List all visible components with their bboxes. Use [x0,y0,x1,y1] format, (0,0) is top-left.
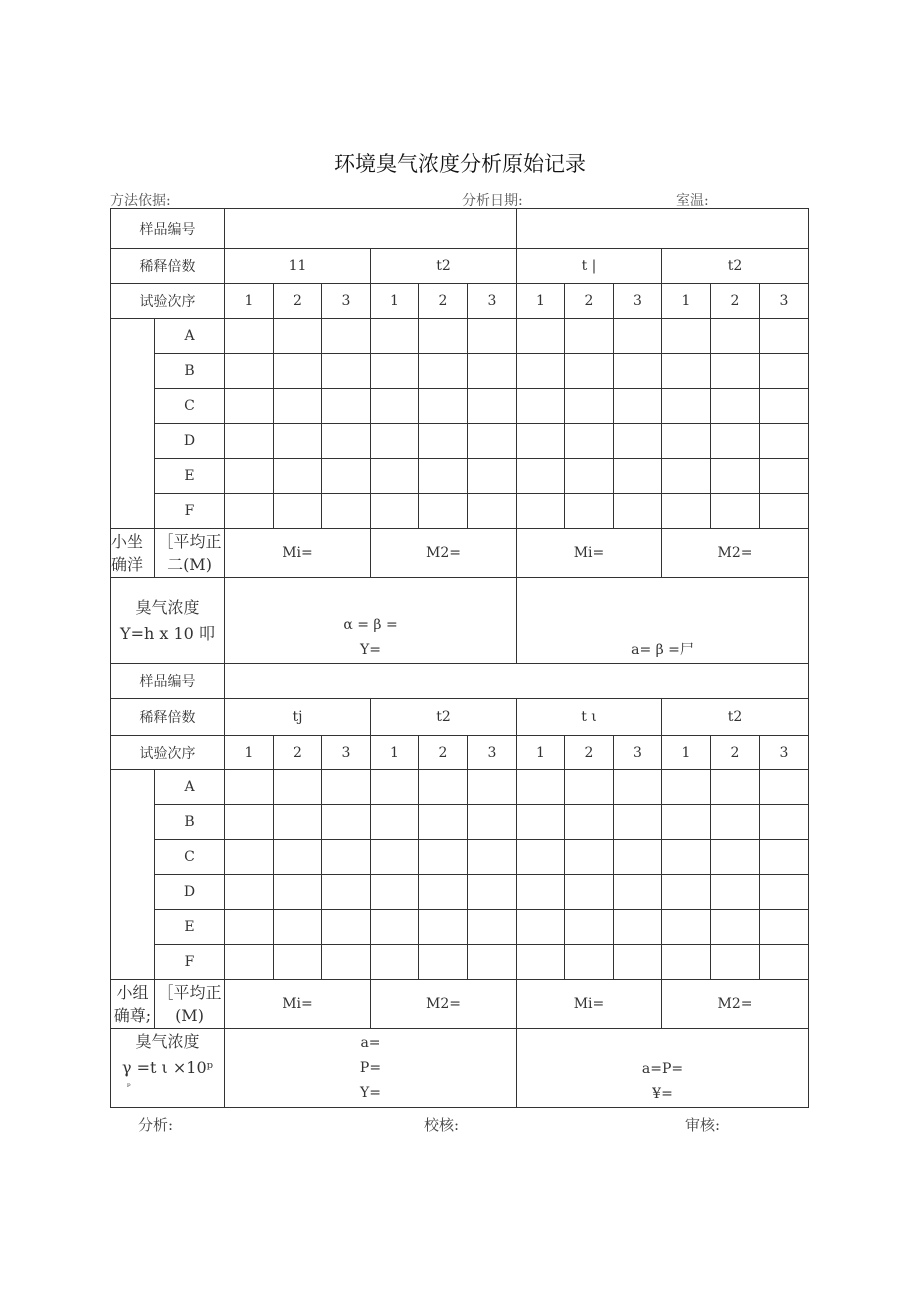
data-cell[interactable] [371,910,419,945]
trial-number: 2 [711,736,760,770]
avg-label-line: ［平均正 [157,532,222,551]
odor-conc-line: 臭气浓度 [135,1032,200,1051]
page-title: 环境臭气浓度分析原始记录 [334,152,586,176]
data-cell[interactable] [468,945,517,980]
data-cell[interactable] [225,840,274,875]
row-label: B [155,805,225,840]
trial-number: 3 [468,284,517,319]
data-cell[interactable] [760,459,809,494]
trial-number: 1 [225,736,274,770]
row-label: F [155,494,225,529]
data-cell[interactable] [517,389,565,424]
data-cell[interactable] [274,770,322,805]
odor-conc-formula: Y=h x 10 叩 [120,623,215,643]
data-cell[interactable] [468,319,517,354]
data-cell[interactable] [517,770,565,805]
dilution-value: t2 [662,699,809,736]
data-cell[interactable] [322,770,371,805]
data-cell[interactable] [614,319,662,354]
data-cell[interactable] [419,494,468,529]
data-cell[interactable] [419,910,468,945]
odor-conc-label [111,578,225,664]
data-cell[interactable] [614,910,662,945]
data-cell[interactable] [322,354,371,389]
odor-conc-right[interactable] [517,1029,809,1108]
odor-conc-left[interactable] [225,578,517,664]
calc-label [111,529,155,578]
data-cell[interactable] [565,875,614,910]
a-left: a= [360,1034,381,1051]
dilution-value: t ι [517,699,662,736]
trial-number: 2 [565,284,614,319]
data-cell[interactable] [517,424,565,459]
data-cell[interactable] [517,910,565,945]
trial-number: 2 [274,736,322,770]
row-label: E [155,459,225,494]
dilution-value: t2 [371,699,517,736]
trial-order-label: 试验次序 [111,284,225,319]
data-cell[interactable] [760,389,809,424]
data-cell[interactable] [225,945,274,980]
data-cell[interactable] [419,770,468,805]
row-label: C [155,840,225,875]
m-value[interactable]: Mi= [517,980,662,1029]
data-cell[interactable] [565,319,614,354]
data-cell[interactable] [662,354,711,389]
data-cell[interactable] [225,319,274,354]
data-cell[interactable] [225,389,274,424]
data-cell[interactable] [760,354,809,389]
data-cell[interactable] [419,840,468,875]
trial-number: 3 [614,284,662,319]
data-cell[interactable] [662,319,711,354]
data-cell[interactable] [614,459,662,494]
odor-conc-sub: ᵖ [127,1082,131,1092]
data-cell[interactable] [371,424,419,459]
data-cell[interactable] [322,805,371,840]
trial-number: 2 [274,284,322,319]
record-table [110,208,809,1108]
room-temp-label: 室温: [676,193,709,209]
data-cell[interactable] [468,494,517,529]
data-cell[interactable] [760,875,809,910]
m-value[interactable]: Mi= [225,529,371,578]
data-cell[interactable] [419,945,468,980]
data-cell[interactable] [711,424,760,459]
data-cell[interactable] [225,424,274,459]
sample-id-cell[interactable] [517,209,809,249]
analyst-label: 分析: [138,1116,174,1134]
data-cell[interactable] [711,459,760,494]
dilution-value: t | [517,249,662,284]
data-cell[interactable] [274,319,322,354]
data-cell[interactable] [371,875,419,910]
data-cell[interactable] [565,494,614,529]
y-left: Y= [360,642,381,658]
avg-label-line: ［平均正 [157,983,222,1002]
data-cell[interactable] [468,354,517,389]
trial-order-label: 试验次序 [111,736,225,770]
row-label: A [155,770,225,805]
data-cell[interactable] [468,770,517,805]
data-cell[interactable] [322,910,371,945]
data-cell[interactable] [662,805,711,840]
dilution-value: t2 [662,249,809,284]
m-value[interactable]: M2= [371,529,517,578]
row-label: D [155,875,225,910]
data-cell[interactable] [614,805,662,840]
data-cell[interactable] [371,494,419,529]
sample-id-cell[interactable] [225,664,809,699]
odor-conc-line: 臭气浓度 [135,597,200,617]
data-cell[interactable] [517,494,565,529]
row-label: B [155,354,225,389]
data-cell[interactable] [468,875,517,910]
calc-label-line: 小坐 [111,532,144,551]
data-cell[interactable] [760,945,809,980]
data-cell[interactable] [760,840,809,875]
dilution-label: 稀释倍数 [111,699,225,736]
data-cell[interactable] [225,770,274,805]
data-cell[interactable] [711,875,760,910]
data-cell[interactable] [662,459,711,494]
calc-label-line: 确尊; [113,1006,152,1025]
data-cell[interactable] [760,770,809,805]
m-value[interactable]: M2= [371,980,517,1029]
data-cell[interactable] [614,354,662,389]
data-cell[interactable] [711,354,760,389]
dilution-value: 11 [225,249,371,284]
calc-label-line: 小组 [116,983,149,1002]
data-cell[interactable] [371,354,419,389]
data-cell[interactable] [565,459,614,494]
avg-label [155,980,225,1029]
data-cell[interactable] [322,840,371,875]
data-cell[interactable] [711,389,760,424]
data-cell[interactable] [711,910,760,945]
data-cell[interactable] [274,945,322,980]
data-cell[interactable] [517,459,565,494]
trial-number: 1 [225,284,274,319]
odor-conc-right[interactable] [517,578,809,664]
data-cell[interactable] [760,424,809,459]
alpha-beta-right: a= β =尸 [631,642,694,658]
odor-conc-left[interactable] [225,1029,517,1108]
data-cell[interactable] [274,494,322,529]
data-cell[interactable] [468,805,517,840]
group-blank-cell [111,770,155,980]
data-cell[interactable] [517,805,565,840]
section-1 [111,209,809,664]
data-cell[interactable] [711,319,760,354]
row-label: D [155,424,225,459]
data-cell[interactable] [662,945,711,980]
data-cell[interactable] [468,840,517,875]
data-cell[interactable] [711,770,760,805]
data-cell[interactable] [274,840,322,875]
data-cell[interactable] [322,424,371,459]
data-cell[interactable] [565,910,614,945]
data-cell[interactable] [225,354,274,389]
sample-id-cell[interactable] [225,209,517,249]
sample-id-label: 样品编号 [111,209,225,249]
ap-right: a=P= [641,1061,684,1077]
data-cell[interactable] [274,424,322,459]
y-left: Y= [360,1084,381,1101]
data-cell[interactable] [662,389,711,424]
data-cell[interactable] [760,319,809,354]
data-cell[interactable] [614,770,662,805]
data-cell[interactable] [274,389,322,424]
reviewer-label: 审核: [685,1116,721,1134]
data-cell[interactable] [517,319,565,354]
trial-number: 3 [760,284,809,319]
trial-number: 1 [517,736,565,770]
data-cell[interactable] [711,945,760,980]
data-cell[interactable] [517,354,565,389]
data-cell[interactable] [225,494,274,529]
data-cell[interactable] [468,459,517,494]
data-cell[interactable] [371,840,419,875]
row-label: E [155,910,225,945]
trial-number: 2 [419,284,468,319]
trial-number: 2 [565,736,614,770]
dilution-label: 稀释倍数 [111,249,225,284]
data-cell[interactable] [371,459,419,494]
data-cell[interactable] [419,805,468,840]
data-cell[interactable] [662,424,711,459]
section-2 [111,664,809,1108]
avg-label-line: (M) [175,1006,204,1025]
m-value[interactable]: M2= [662,980,809,1029]
data-cell[interactable] [614,424,662,459]
data-cell[interactable] [322,875,371,910]
data-cell[interactable] [517,840,565,875]
data-cell[interactable] [565,354,614,389]
trial-number: 3 [322,284,371,319]
data-cell[interactable] [468,389,517,424]
data-cell[interactable] [468,424,517,459]
data-cell[interactable] [225,875,274,910]
method-basis-label: 方法依据: [110,193,171,209]
data-cell[interactable] [274,805,322,840]
dilution-value: tj [225,699,371,736]
trial-number: 3 [760,736,809,770]
data-cell[interactable] [565,424,614,459]
trial-number: 2 [711,284,760,319]
data-cell[interactable] [711,805,760,840]
data-cell[interactable] [565,840,614,875]
data-cell[interactable] [517,875,565,910]
data-cell[interactable] [371,945,419,980]
trial-number: 1 [371,284,419,319]
data-cell[interactable] [614,875,662,910]
trial-number: 2 [419,736,468,770]
data-cell[interactable] [274,875,322,910]
data-cell[interactable] [322,494,371,529]
trial-number: 1 [517,284,565,319]
data-cell[interactable] [371,319,419,354]
trial-number: 1 [662,736,711,770]
data-cell[interactable] [565,945,614,980]
group-blank-cell [111,319,155,529]
data-cell[interactable] [565,770,614,805]
data-cell[interactable] [371,389,419,424]
sample-id-label: 样品编号 [111,664,225,699]
data-cell[interactable] [760,910,809,945]
data-cell[interactable] [419,389,468,424]
odor-conc-formula: γ =t ι ×10ᵖ [121,1058,214,1077]
data-cell[interactable] [760,494,809,529]
y-right: ¥= [652,1086,673,1102]
row-label: A [155,319,225,354]
m-value[interactable]: Mi= [517,529,662,578]
row-label: C [155,389,225,424]
data-cell[interactable] [711,840,760,875]
checker-label: 校核: [424,1116,460,1134]
data-cell[interactable] [274,910,322,945]
data-cell[interactable] [711,494,760,529]
p-left: P= [359,1059,382,1076]
data-cell[interactable] [274,354,322,389]
data-cell[interactable] [614,389,662,424]
data-cell[interactable] [760,805,809,840]
analysis-date-label: 分析日期: [462,193,523,209]
alpha-beta-left: α = β = [343,617,398,633]
data-cell[interactable] [614,945,662,980]
m-value[interactable]: Mi= [225,980,371,1029]
calc-label-line: 确洋 [111,555,144,574]
data-cell[interactable] [322,945,371,980]
data-cell[interactable] [662,770,711,805]
data-cell[interactable] [419,459,468,494]
data-cell[interactable] [419,319,468,354]
data-cell[interactable] [322,389,371,424]
data-cell[interactable] [419,354,468,389]
data-cell[interactable] [468,910,517,945]
data-cell[interactable] [565,389,614,424]
trial-number: 1 [371,736,419,770]
avg-label-line: 二(M) [167,555,212,574]
data-cell[interactable] [565,805,614,840]
data-cell[interactable] [662,494,711,529]
trial-number: 3 [322,736,371,770]
data-cell[interactable] [517,945,565,980]
data-cell[interactable] [225,805,274,840]
data-cell[interactable] [614,494,662,529]
data-cell[interactable] [322,319,371,354]
row-label: F [155,945,225,980]
data-cell[interactable] [274,459,322,494]
data-cell[interactable] [371,770,419,805]
data-cell[interactable] [662,875,711,910]
data-cell[interactable] [419,875,468,910]
data-cell[interactable] [614,840,662,875]
data-cell[interactable] [662,840,711,875]
calc-label [111,980,155,1029]
data-cell[interactable] [371,805,419,840]
trial-number: 1 [662,284,711,319]
m-value[interactable]: M2= [662,529,809,578]
trial-number: 3 [468,736,517,770]
data-cell[interactable] [322,459,371,494]
data-cell[interactable] [225,910,274,945]
data-cell[interactable] [225,459,274,494]
trial-number: 3 [614,736,662,770]
data-cell[interactable] [419,424,468,459]
avg-label [155,529,225,578]
odor-conc-label [111,1029,225,1108]
dilution-value: t2 [371,249,517,284]
data-cell[interactable] [662,910,711,945]
